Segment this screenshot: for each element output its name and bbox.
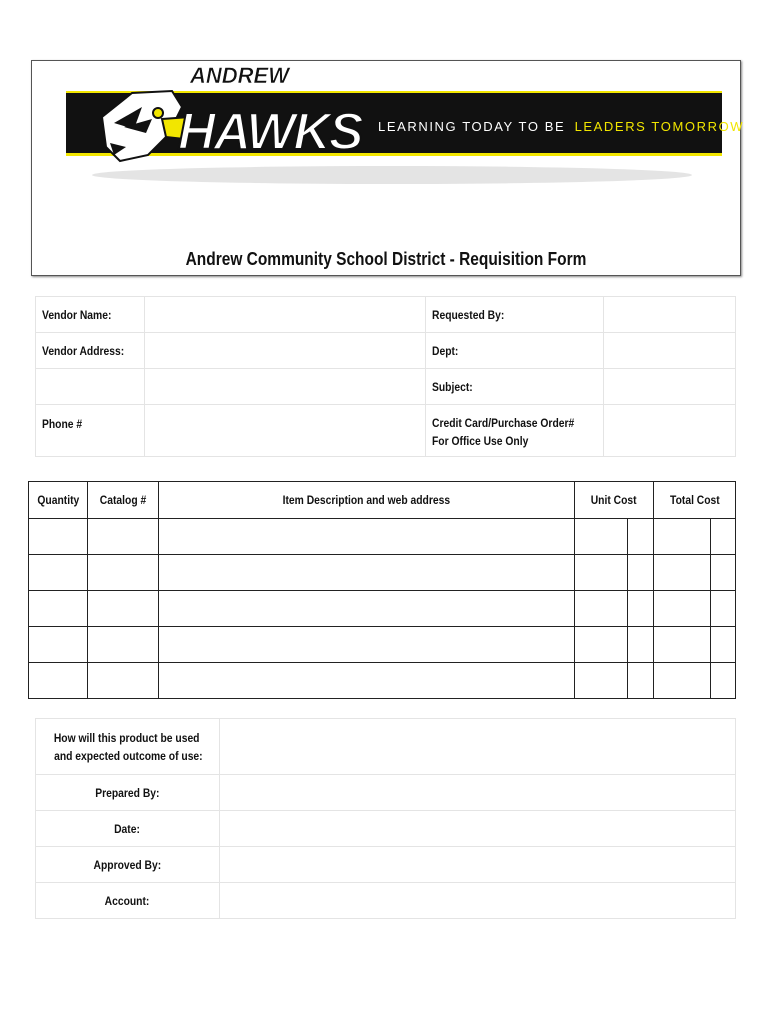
subject-label: Subject: (431, 379, 473, 394)
table-row (29, 555, 736, 591)
phone-label: Phone # (42, 417, 83, 431)
total-cost-cents-cell[interactable] (710, 663, 735, 699)
total-cost-cents-cell[interactable] (710, 519, 735, 555)
catalog-header: Catalog # (99, 493, 147, 507)
date-label: Date: (114, 821, 141, 836)
unit-cost-cell[interactable] (575, 519, 628, 555)
requested-by-field[interactable] (603, 297, 735, 333)
approval-table (35, 718, 736, 919)
catalog-cell[interactable] (87, 591, 158, 627)
hawks-logo (62, 63, 745, 188)
quantity-cell[interactable] (29, 555, 88, 591)
total-cost-cell[interactable] (654, 555, 711, 591)
vendor-name-field[interactable] (144, 297, 425, 333)
unit-cost-cell[interactable] (575, 663, 628, 699)
unit-cost-cell[interactable] (575, 555, 628, 591)
vendor-address-extra-field[interactable] (36, 369, 145, 405)
quantity-cell[interactable] (29, 663, 88, 699)
account-field[interactable] (219, 883, 735, 919)
unit-cost-header: Unit Cost (591, 493, 638, 507)
unit-cost-cents-cell[interactable] (628, 519, 654, 555)
unit-cost-cents-cell[interactable] (628, 555, 654, 591)
table-row (29, 663, 736, 699)
total-cost-cents-cell[interactable] (710, 591, 735, 627)
total-cost-cents-cell[interactable] (710, 627, 735, 663)
credit-card-po-field[interactable] (603, 405, 735, 457)
prepared-by-label: Prepared By: (95, 785, 160, 800)
catalog-cell[interactable] (87, 663, 158, 699)
unit-cost-cell[interactable] (575, 591, 628, 627)
catalog-cell[interactable] (87, 555, 158, 591)
vendor-address-line2-field[interactable] (144, 369, 425, 405)
date-field[interactable] (219, 811, 735, 847)
credit-card-po-label: Credit Card/Purchase Order# (431, 416, 574, 430)
prepared-by-field[interactable] (219, 775, 735, 811)
quantity-header: Quantity (37, 493, 79, 507)
phone-field[interactable] (144, 405, 425, 457)
table-row (29, 627, 736, 663)
approved-by-field[interactable] (219, 847, 735, 883)
description-header: Item Description and web address (282, 493, 451, 507)
usage-label-line1: How will this product be used (53, 730, 200, 745)
table-row (29, 519, 736, 555)
subject-field[interactable] (603, 369, 735, 405)
catalog-cell[interactable] (87, 627, 158, 663)
vendor-address-label: Vendor Address: (42, 343, 125, 358)
quantity-cell[interactable] (29, 591, 88, 627)
catalog-cell[interactable] (87, 519, 158, 555)
logo-andrew-text: ANDREW (190, 63, 289, 88)
vendor-address-field[interactable] (144, 333, 425, 369)
total-cost-cell[interactable] (654, 627, 711, 663)
dept-label: Dept: (431, 343, 458, 358)
description-cell[interactable] (158, 663, 574, 699)
description-cell[interactable] (158, 591, 574, 627)
description-cell[interactable] (158, 519, 574, 555)
total-cost-cell[interactable] (654, 663, 711, 699)
form-title: Andrew Community School District - Requisition Form (185, 249, 587, 269)
quantity-cell[interactable] (29, 627, 88, 663)
quantity-cell[interactable] (29, 519, 88, 555)
description-cell[interactable] (158, 627, 574, 663)
total-cost-cents-cell[interactable] (710, 555, 735, 591)
vendor-name-label: Vendor Name: (42, 307, 112, 322)
total-cost-header: Total Cost (669, 493, 720, 507)
dept-field[interactable] (603, 333, 735, 369)
slogan-prefix: LEARNING TODAY TO BE (378, 119, 566, 134)
vendor-info-table (35, 296, 736, 457)
office-use-label: For Office Use Only (431, 434, 528, 448)
usage-label-line2: and expected outcome of use: (54, 748, 203, 763)
total-cost-cell[interactable] (654, 591, 711, 627)
requested-by-label: Requested By: (431, 307, 504, 322)
unit-cost-cents-cell[interactable] (628, 591, 654, 627)
total-cost-cell[interactable] (654, 519, 711, 555)
approved-by-label: Approved By: (93, 857, 162, 872)
unit-cost-cents-cell[interactable] (628, 627, 654, 663)
svg-text:LEARNING TODAY TO BE LEADE (378, 119, 744, 134)
description-cell[interactable] (158, 555, 574, 591)
usage-field[interactable] (219, 719, 735, 775)
unit-cost-cell[interactable] (575, 627, 628, 663)
slogan-highlight: LEADERS TOMORROW (574, 119, 745, 134)
logo-hawks-text: HAWKS (178, 103, 362, 161)
unit-cost-cents-cell[interactable] (628, 663, 654, 699)
table-row (29, 591, 736, 627)
items-table (28, 481, 736, 699)
items-header-row (29, 482, 736, 519)
account-label: Account: (104, 893, 150, 908)
